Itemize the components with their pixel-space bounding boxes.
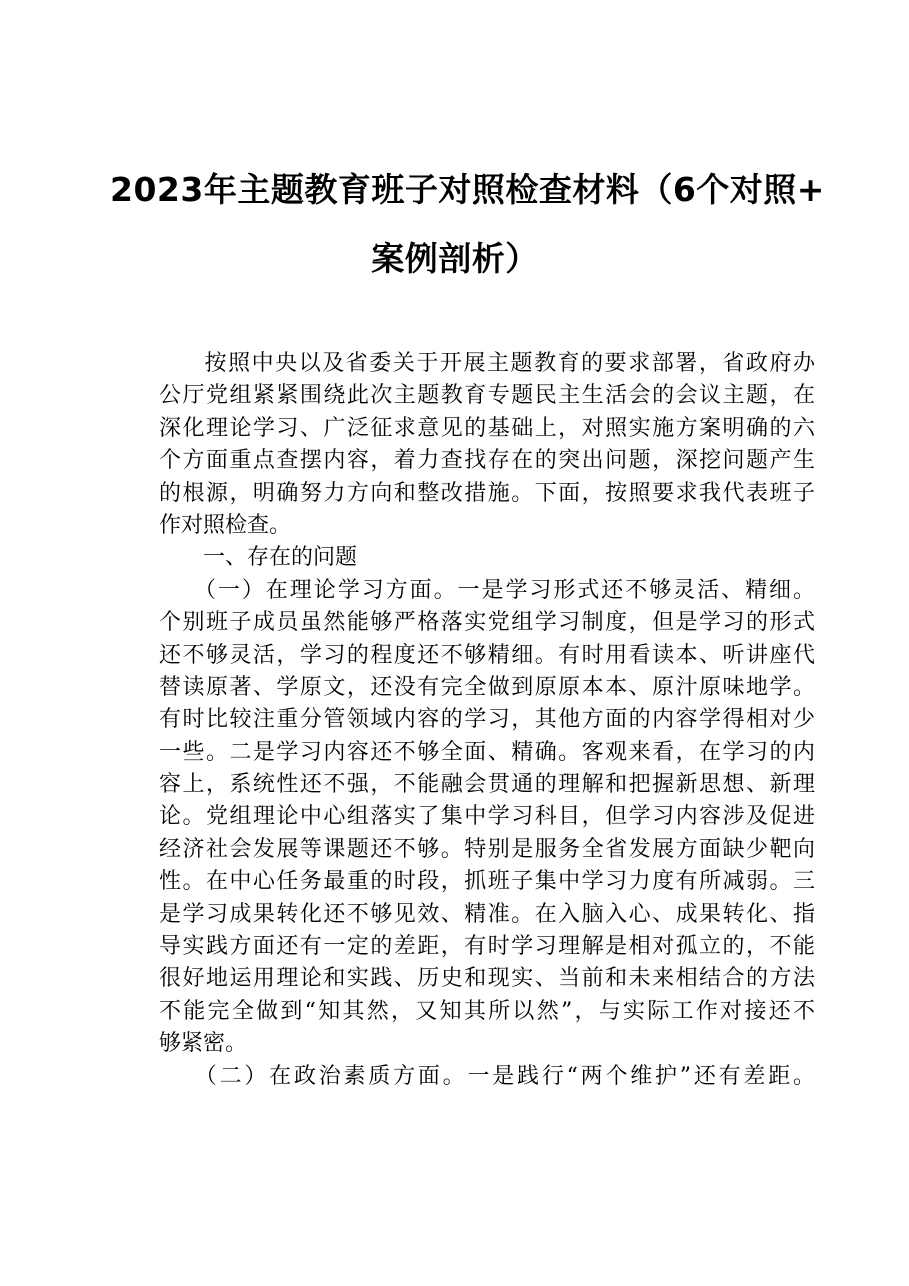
document-title-line-1: 2023年主题教育班子对照检查材料（6个对照+ xyxy=(110,170,825,209)
body-line: 个别班子成员虽然能够严格落实党组学习制度，但是学习的形式 xyxy=(159,610,815,636)
body-line: 够紧密。 xyxy=(159,1031,248,1057)
body-line: 个方面重点查摆内容，着力查找存在的突出问题，深挖问题产生 xyxy=(159,448,815,474)
body-line: 经济社会发展等课题还不够。特别是服务全省发展方面缺少靶向 xyxy=(159,836,815,862)
body-line: 替读原著、学原文，还没有完全做到原原本本、原汁原味地学。 xyxy=(159,674,815,700)
body-line: 按照中央以及省委关于开展主题教育的要求部署，省政府办 xyxy=(181,351,815,376)
body-line: 深化理论学习、广泛征求意见的基础上，对照实施方案明确的六 xyxy=(159,415,815,441)
body-line: 很好地运用理论和实践、历史和现实、当前和未来相结合的方法 xyxy=(159,966,815,992)
body-line: 一些。二是学习内容还不够全面、精确。客观来看，在学习的内 xyxy=(159,739,815,765)
body-line: （二）在政治素质方面。一是践行“两个维护”还有差距。 xyxy=(181,1063,815,1089)
document-title-line-2: 案例剖析） xyxy=(371,239,539,278)
body-line: 不能完全做到“知其然，又知其所以然”，与实际工作对接还不 xyxy=(159,998,815,1024)
body-line: 还不够灵活，学习的程度还不够精细。有时用看读本、听讲座代 xyxy=(159,642,815,668)
body-line: 论。党组理论中心组落实了集中学习科目，但学习内容涉及促进 xyxy=(159,804,815,830)
section-heading: 一、存在的问题 xyxy=(181,545,358,571)
body-line: 容上，系统性还不强，不能融会贯通的理解和把握新思想、新理 xyxy=(159,772,815,798)
document-body xyxy=(159,348,815,1093)
body-line: 导实践方面还有一定的差距，有时学习理解是相对孤立的，不能 xyxy=(159,934,815,960)
body-line: 的根源，明确努力方向和整改措施。下面，按照要求我代表班子 xyxy=(159,480,815,506)
body-line: 公厅党组紧紧围绕此次主题教育专题民主生活会的会议主题，在 xyxy=(159,383,815,409)
body-line: （一）在理论学习方面。一是学习形式还不够灵活、精细。 xyxy=(181,577,815,603)
body-line: 有时比较注重分管领域内容的学习，其他方面的内容学得相对少 xyxy=(159,707,815,733)
body-line: 是学习成果转化还不够见效、精准。在入脑入心、成果转化、指 xyxy=(159,901,815,927)
body-line: 作对照检查。 xyxy=(159,512,292,538)
body-line: 性。在中心任务最重的时段，抓班子集中学习力度有所减弱。三 xyxy=(159,869,815,895)
